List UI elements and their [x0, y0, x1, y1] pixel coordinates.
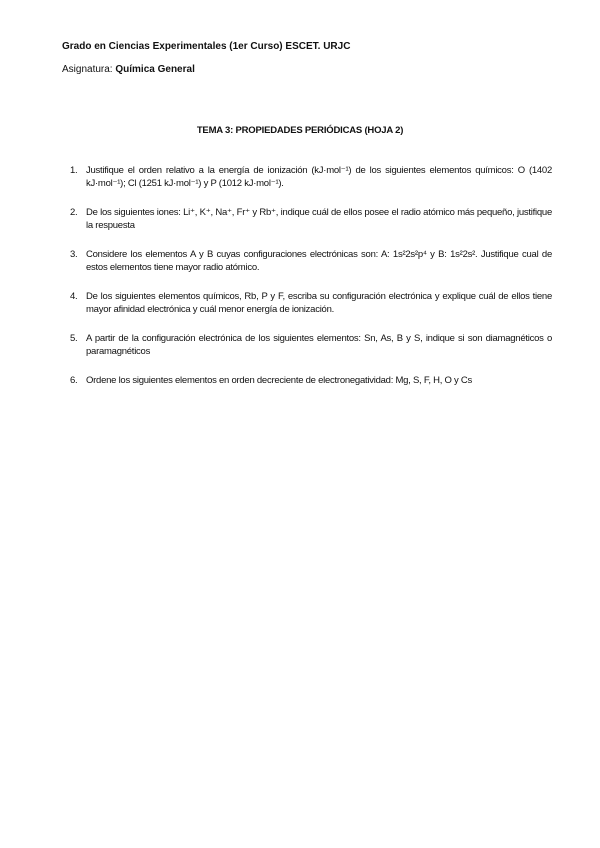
question-number: 3.	[70, 249, 78, 260]
page-title: TEMA 3: PROPIEDADES PERIÓDICAS (HOJA 2)	[196, 125, 404, 136]
question-item	[70, 249, 552, 291]
question-text: Ordene los siguientes elementos en orden decreciente de electronegatividad: Mg, S, F, H, O y Cs	[86, 375, 473, 386]
question-number: 2.	[70, 207, 78, 218]
question-item	[70, 207, 552, 249]
subject-name: Química General	[115, 64, 195, 75]
question-number: 6.	[70, 375, 78, 386]
question-item	[70, 291, 552, 333]
question-item	[70, 375, 552, 388]
question-item	[70, 165, 552, 207]
subject-label: Asignatura:	[62, 64, 113, 75]
question-number: 1.	[70, 165, 78, 176]
question-item	[70, 333, 552, 375]
subject-header	[62, 63, 195, 77]
question-text: Justifique el orden relativo a la energía de ionización (kJ·mol⁻¹) de los siguientes elementos químicos: O (1402 kJ·mol⁻¹); Cl (1251 kJ·mol⁻¹) y P (1012 kJ·mol⁻¹).	[86, 165, 552, 189]
question-text: De los siguientes elementos químicos, Rb, P y F, escriba su configuración electrónica y explique cuál de ellos tiene mayor afinidad electrónica y cuál menor energía de ionización.	[86, 291, 552, 315]
course-header: Grado en Ciencias Experimentales (1er Curso) ESCET. URJC	[62, 41, 351, 52]
question-text: De los siguientes iones: Li⁺, K⁺, Na⁺, Fr⁺ y Rb⁺, indique cuál de ellos posee el radio atómico más pequeño, justifique la respuesta	[86, 207, 552, 231]
question-text: A partir de la configuración electrónica de los siguientes elementos: Sn, As, B y S, indique si son diamagnéticos o paramagnéticos	[86, 333, 552, 357]
question-number: 4.	[70, 291, 78, 302]
question-text: Considere los elementos A y B cuyas configuraciones electrónicas son: A: 1s²2s²p⁴ y B: 1s²2s². Justifique cual de estos elementos tiene mayor radio atómico.	[86, 249, 552, 273]
question-number: 5.	[70, 333, 78, 344]
question-list	[70, 165, 552, 388]
